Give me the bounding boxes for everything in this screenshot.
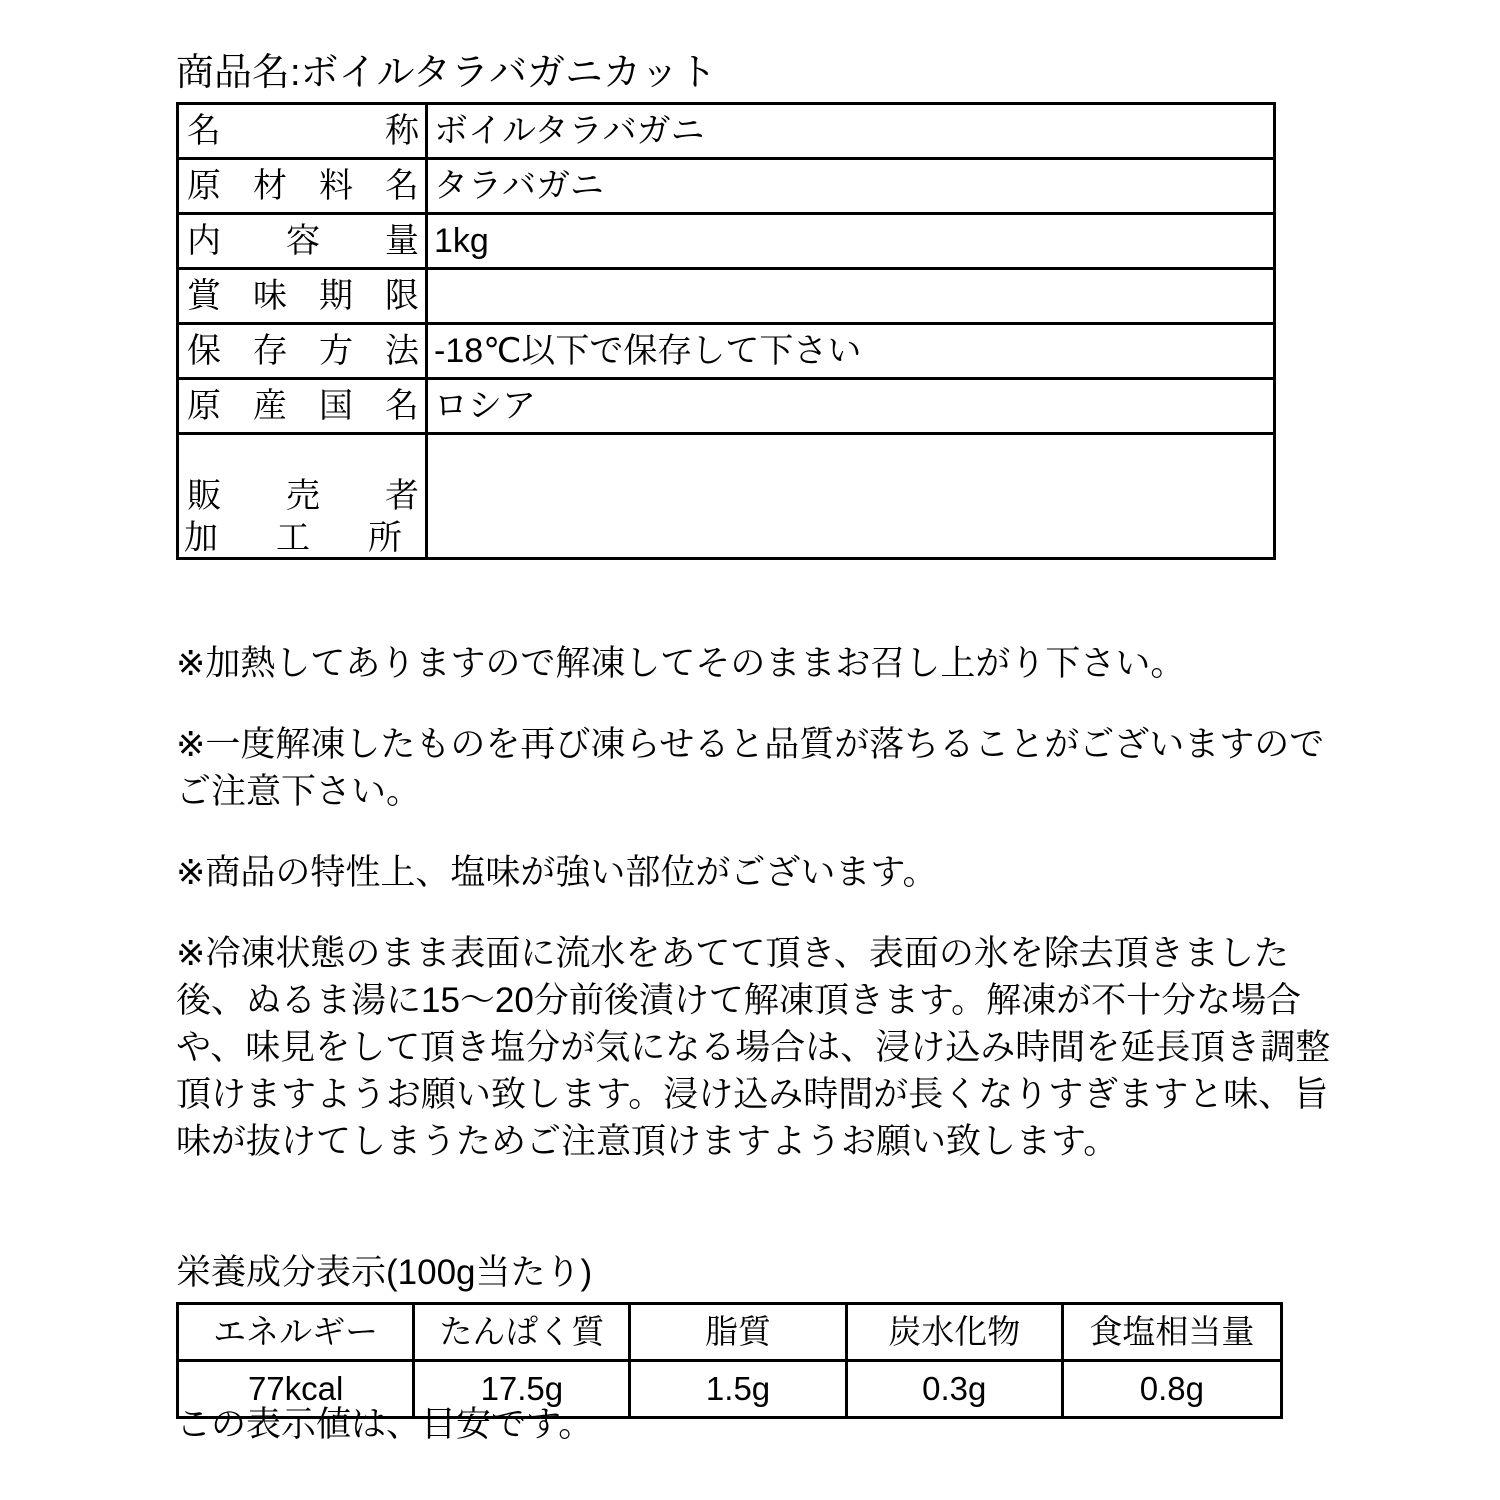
- info-value-storage: -18℃以下で保存して下さい: [427, 324, 1275, 379]
- info-value-ingredients: タラバガニ: [427, 159, 1275, 214]
- table-row: [178, 269, 1275, 324]
- note-item: ※冷凍状態のまま表面に流水をあてて頂き、表面の氷を除去頂きました後、ぬるま湯に15〜20分前後漬けて解凍頂きます。解凍が不十分な場合や、味見をして頂き塩分が気になる場合は、浸け込み時間を延長頂き調整頂けますようお願い致します。浸け込み時間が長くなりすぎますと味、旨味が抜けてしまうためご注意頂けますようお願い致します。: [176, 934, 1331, 1161]
- table-row: [178, 104, 1275, 159]
- nutrition-header-energy: エネルギー: [178, 1304, 414, 1361]
- product-title: 商品名:ボイルタラバガニカット: [176, 52, 717, 94]
- note-item: ※商品の特性上、塩味が強い部位がございます。: [176, 853, 938, 892]
- info-label-seller: 販売者: [178, 434, 427, 559]
- product-info-table: [176, 102, 1276, 560]
- info-label-best-before: 賞味期限: [178, 269, 427, 324]
- info-label-storage: 保存方法: [178, 324, 427, 379]
- table-row: [178, 324, 1275, 379]
- nutrition-value-salt: 0.8g: [1062, 1361, 1281, 1418]
- processing-place-label: 加工所: [184, 519, 402, 557]
- info-value-best-before: [427, 269, 1275, 324]
- nutrition-value-protein: 17.5g: [414, 1361, 630, 1418]
- note-item: ※一度解凍したものを再び凍らせると品質が落ちることがございますのでご注意下さい。: [176, 725, 1325, 811]
- table-row: [178, 159, 1275, 214]
- info-label-quantity: 内容量: [178, 214, 427, 269]
- nutrition-header-carbohydrate: 炭水化物: [846, 1304, 1062, 1361]
- info-label-ingredients: 原材料名: [178, 159, 427, 214]
- nutrition-footnote: この表示値は、目安です。: [176, 1405, 594, 1444]
- info-value-origin: ロシア: [427, 379, 1275, 434]
- info-value-seller: [427, 434, 1275, 559]
- info-value-quantity: 1kg: [427, 214, 1275, 269]
- nutrition-value-carbohydrate: 0.3g: [846, 1361, 1062, 1418]
- nutrition-facts-table: [176, 1302, 1283, 1419]
- table-row: [178, 379, 1275, 434]
- nutrition-heading: 栄養成分表示(100g当たり): [176, 1253, 593, 1292]
- nutrition-header-protein: たんぱく質: [414, 1304, 630, 1361]
- nutrition-header-fat: 脂質: [630, 1304, 846, 1361]
- info-label-origin: 原産国名: [178, 379, 427, 434]
- info-label-name: 名称: [178, 104, 427, 159]
- nutrition-value-fat: 1.5g: [630, 1361, 846, 1418]
- table-row-header: [178, 1304, 1282, 1361]
- nutrition-value-energy: 77kcal: [178, 1361, 414, 1418]
- info-value-name: ボイルタラバガニ: [427, 104, 1275, 159]
- nutrition-header-salt: 食塩相当量: [1062, 1304, 1281, 1361]
- table-row: [178, 214, 1275, 269]
- notes-section: [176, 640, 1356, 1165]
- note-item: ※加熱してありますので解凍してそのままお召し上がり下さい。: [176, 644, 1186, 683]
